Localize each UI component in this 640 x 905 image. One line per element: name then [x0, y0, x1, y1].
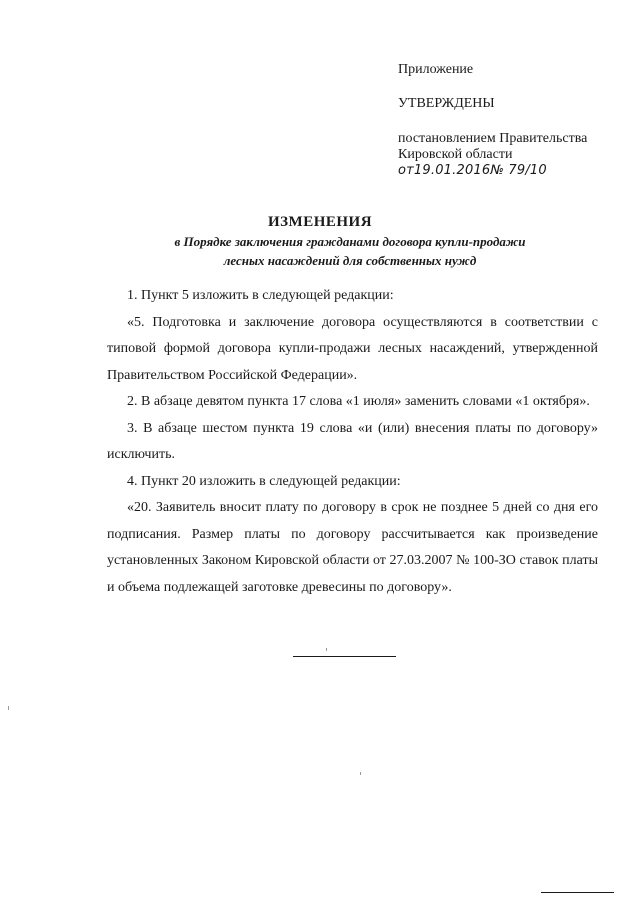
document-subtitle [120, 232, 580, 270]
decree-line-2: Кировской области [398, 147, 513, 162]
paragraph-3: 2. В абзаце девятом пункта 17 слова «1 июля» заменить словами «1 октября». [127, 394, 590, 409]
scan-speck [8, 706, 9, 710]
paragraph-4: 3. В абзаце шестом пункта 19 слова «и (или) внесения платы по договору» исключить. [107, 420, 598, 462]
footer-divider [541, 892, 614, 893]
document-body [107, 283, 598, 601]
subtitle-line-2: лесных насаждений для собственных нужд [223, 253, 477, 268]
document-title: ИЗМЕНЕНИЯ [267, 214, 373, 230]
subtitle-line-1: в Порядке заключения гражданами договора купли-продажи [174, 234, 526, 249]
paragraph-6: «20. Заявитель вносит плату по договору в срок не позднее 5 дней со дня его подписания. Размер платы по договору рассчитывается как произведение установленных Законом Кировской области от 27.03.2007 № 100-ЗО ставок платы и объема подлежащей заготовке древесины по договору». [107, 500, 598, 595]
approved-label: УТВЕРЖДЕНЫ [398, 96, 495, 111]
decree-date-number: от19.01.2016№ 79/10 [398, 163, 547, 178]
decree-block [398, 131, 587, 179]
paragraph-2: «5. Подготовка и заключение договора осуществляются в соответствии с типовой формой договора купли-продажи лесных насаждений, утвержденной Правительством Российской Федерации». [107, 314, 598, 383]
paragraph-5: 4. Пункт 20 изложить в следующей редакции: [127, 473, 401, 489]
closing-divider [293, 656, 396, 657]
appendix-label: Приложение [398, 62, 474, 77]
scan-speck [360, 772, 361, 775]
decree-line-1: постановлением Правительства [398, 131, 588, 146]
scan-speck [326, 648, 327, 651]
paragraph-1: 1. Пункт 5 изложить в следующей редакции: [127, 288, 394, 303]
